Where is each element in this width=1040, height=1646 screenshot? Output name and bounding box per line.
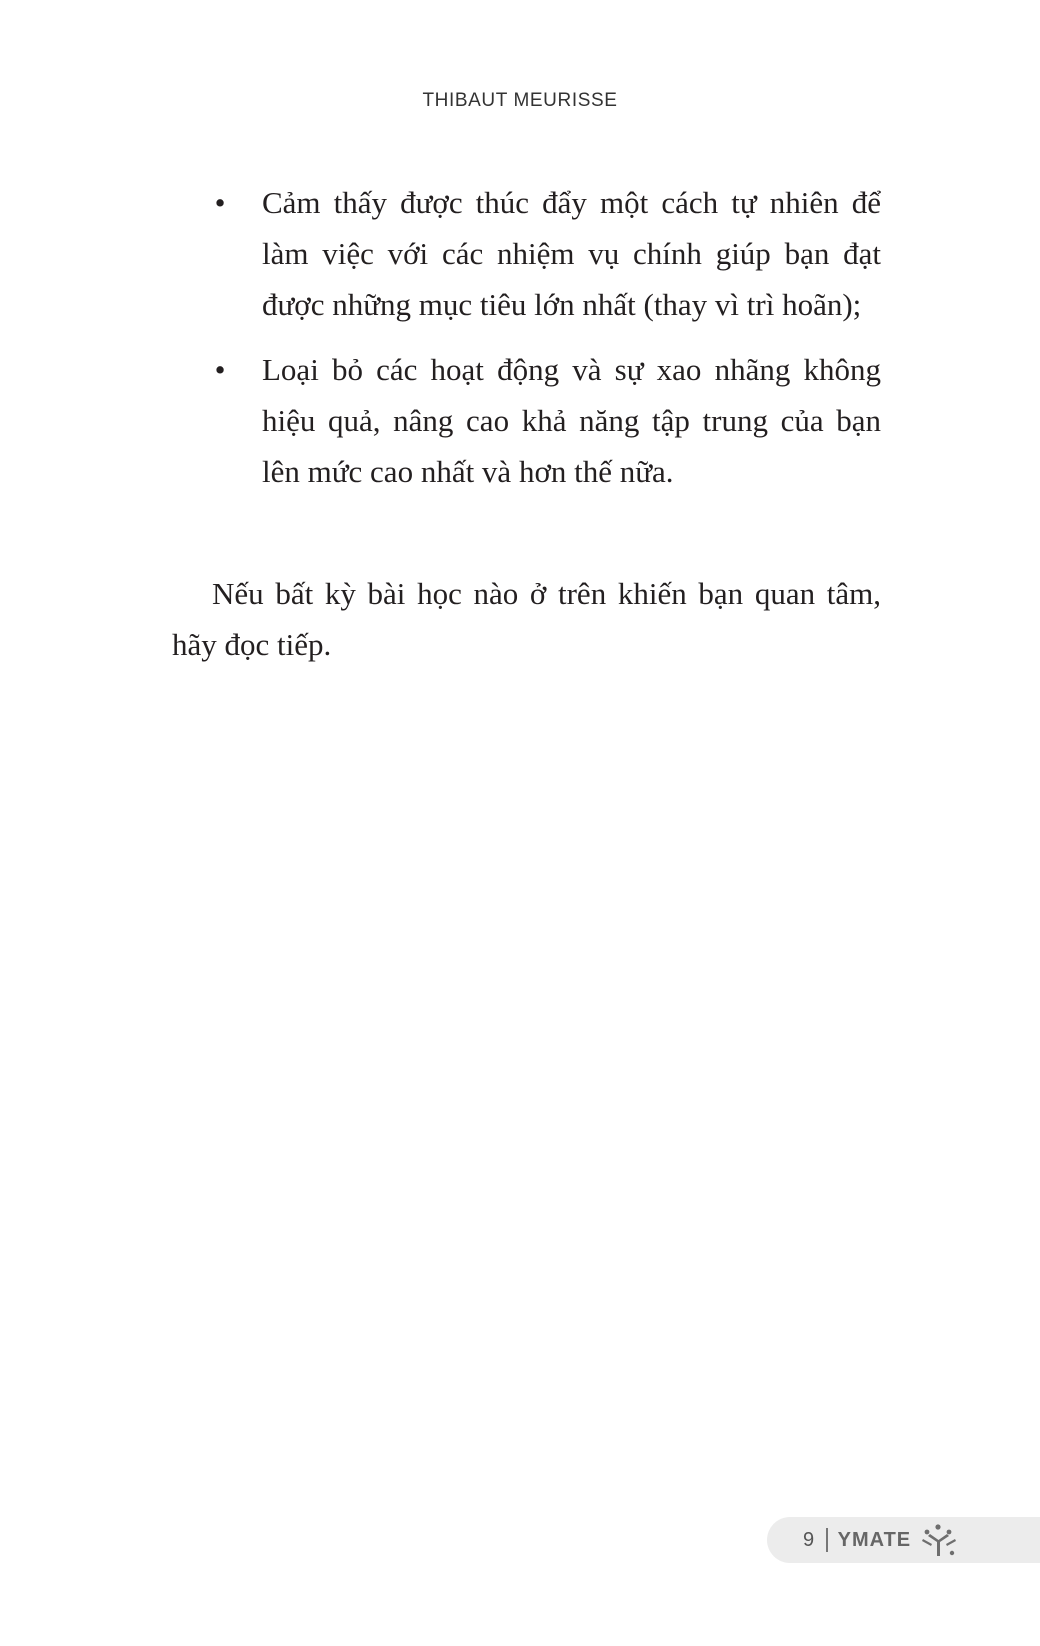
page-footer-tab xyxy=(767,1517,1040,1563)
bullet-text: Cảm thấy được thúc đẩy một cách tự nhiên để làm việc với các nhiệm vụ chính giúp bạn đạt được những mục tiêu lớn nhất (thay vì trì hoãn); xyxy=(262,185,881,322)
brand-name: YMATE xyxy=(837,1528,912,1551)
bullet-item xyxy=(0,177,881,330)
running-header-author: THIBAUT MEURISSE xyxy=(422,90,618,111)
footer-divider xyxy=(826,1528,828,1552)
closing-paragraph: Nếu bất kỳ bài học nào ở trên khiến bạn quan tâm, hãy đọc tiếp. xyxy=(172,576,881,662)
bullet-marker: • xyxy=(214,185,226,220)
bullet-text: Loại bỏ các hoạt động và sự xao nhãng không hiệu quả, nâng cao khả năng tập trung của bạn lên mức cao nhất và hơn thế nữa. xyxy=(262,352,881,489)
bullet-marker: • xyxy=(214,352,226,387)
page-number: 9 xyxy=(803,1528,815,1551)
ymate-logo-icon xyxy=(921,1523,957,1557)
bullet-item xyxy=(0,344,881,497)
bullet-list xyxy=(0,177,1040,511)
